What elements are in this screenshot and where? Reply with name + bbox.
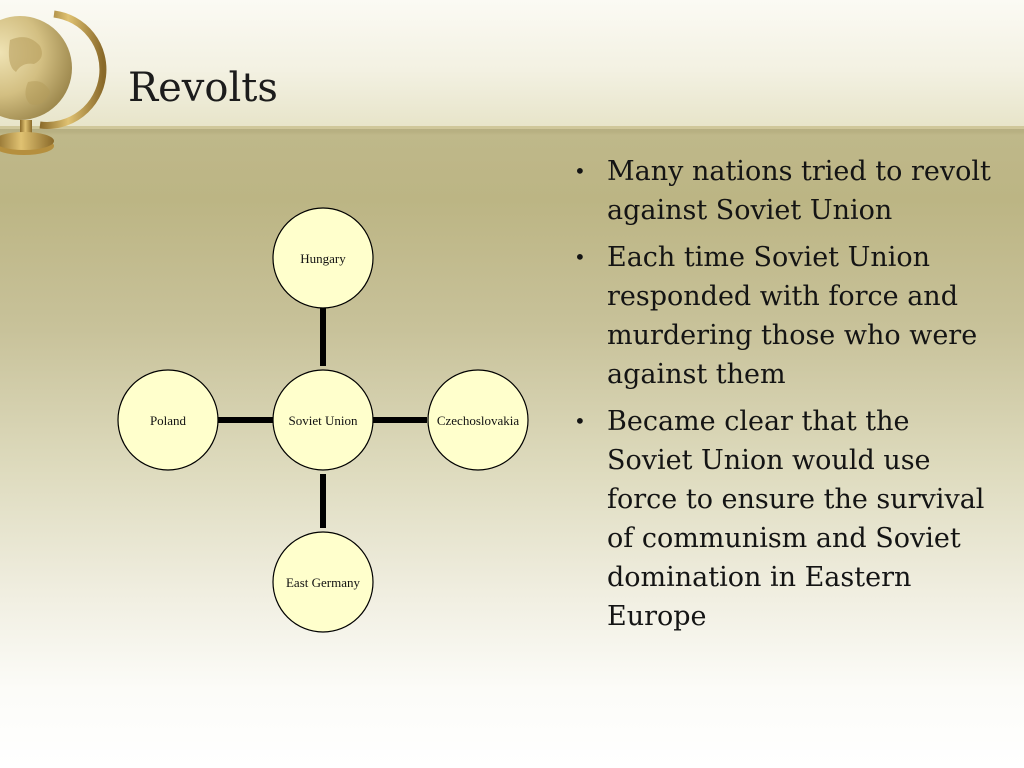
- node-czechoslovakia: [428, 370, 528, 470]
- bullet-marker: •: [574, 409, 586, 433]
- node-label-poland: Poland: [149, 413, 187, 428]
- node-soviet-union: [273, 370, 373, 470]
- slide-title: Revolts: [128, 65, 278, 111]
- node-label-czechoslovakia: Czechoslovakia: [436, 413, 520, 428]
- node-label-hungary: Hungary: [300, 251, 346, 266]
- bullet-marker: •: [574, 245, 586, 269]
- node-label-soviet-union: Soviet Union: [288, 413, 358, 428]
- node-east-germany: [273, 532, 373, 632]
- bullet-text: Each time Soviet Union responded with force and murdering those who were against them: [607, 242, 978, 390]
- bullet-item: [572, 402, 992, 636]
- bullet-list: [572, 152, 992, 644]
- radial-diagram: [100, 190, 550, 650]
- bullet-marker: •: [574, 159, 586, 183]
- node-hungary: [273, 208, 373, 308]
- header-rule-shadow: [0, 129, 1024, 135]
- bullet-text: Many nations tried to revolt against Soviet Union: [607, 156, 991, 226]
- bullet-item: [572, 238, 992, 394]
- node-poland: [118, 370, 218, 470]
- globe-icon: [0, 0, 110, 170]
- bullet-text: Became clear that the Soviet Union would use force to ensure the survival of communism and Soviet domination in Eastern Europe: [607, 406, 985, 632]
- bullet-item: [572, 152, 992, 230]
- node-label-east-germany: East Germany: [285, 575, 361, 590]
